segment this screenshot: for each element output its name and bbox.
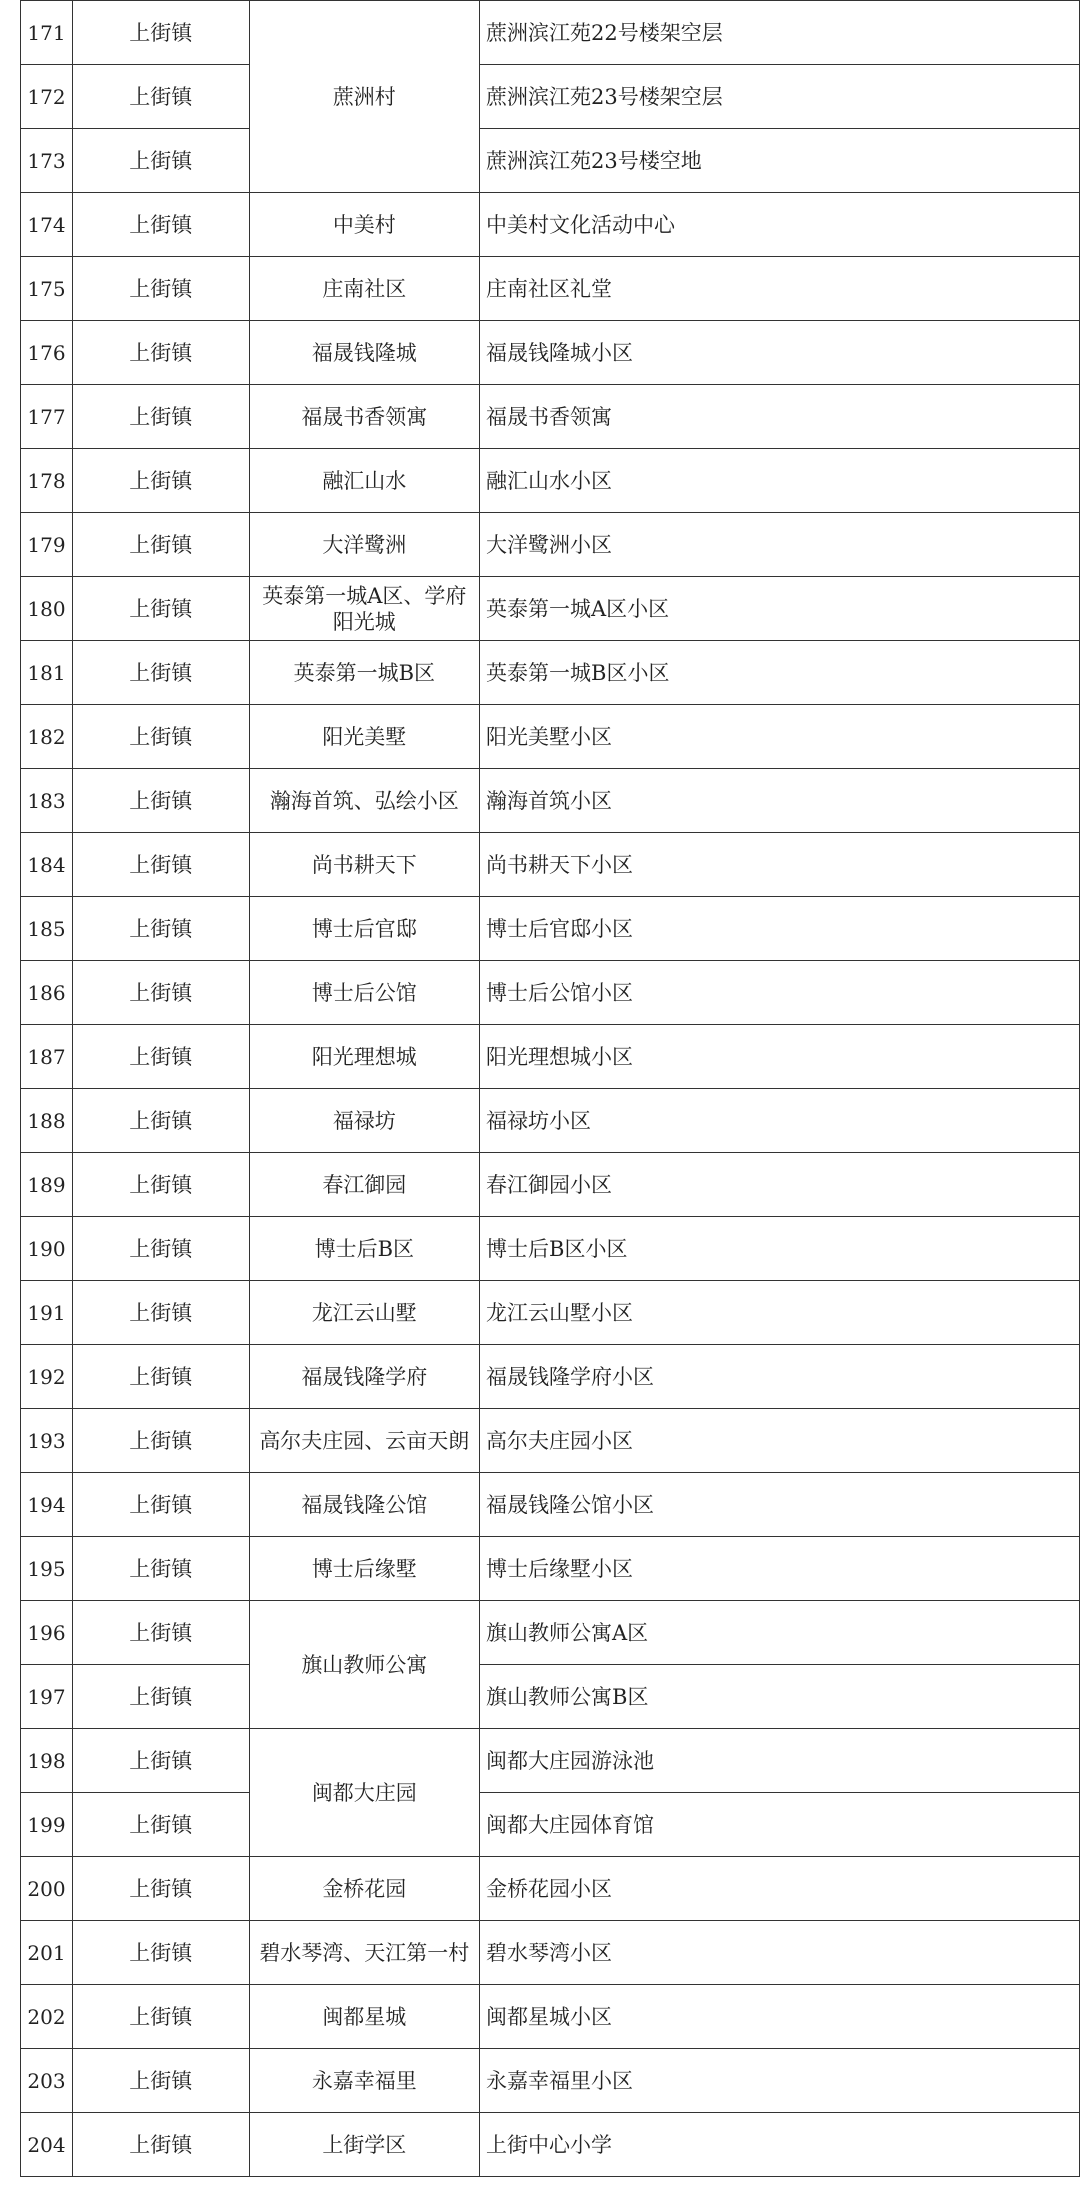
community-cell: 中美村 [249, 193, 479, 257]
table-row [21, 1409, 1080, 1473]
row-number-cell: 201 [21, 1921, 73, 1985]
table-row [21, 1281, 1080, 1345]
row-number-cell: 196 [21, 1601, 73, 1665]
table-row [21, 1537, 1080, 1601]
town-cell: 上街镇 [72, 1537, 249, 1601]
site-cell: 春江御园小区 [480, 1153, 1080, 1217]
community-cell: 融汇山水 [249, 449, 479, 513]
table-row [21, 1089, 1080, 1153]
site-cell: 旗山教师公寓B区 [480, 1665, 1080, 1729]
town-cell: 上街镇 [72, 1729, 249, 1793]
town-cell: 上街镇 [72, 65, 249, 129]
community-cell: 蔗洲村 [249, 1, 479, 193]
table-row [21, 577, 1080, 641]
row-number-cell: 184 [21, 833, 73, 897]
town-cell: 上街镇 [72, 321, 249, 385]
table-row [21, 193, 1080, 257]
table-row [21, 2113, 1080, 2177]
site-cell: 蔗洲滨江苑23号楼空地 [480, 129, 1080, 193]
table-row [21, 1, 1080, 65]
table-row [21, 1921, 1080, 1985]
town-cell: 上街镇 [72, 1857, 249, 1921]
town-cell: 上街镇 [72, 961, 249, 1025]
row-number-cell: 195 [21, 1537, 73, 1601]
community-cell: 阳光理想城 [249, 1025, 479, 1089]
community-cell: 英泰第一城B区 [249, 641, 479, 705]
table-row [21, 1473, 1080, 1537]
site-cell: 闽都大庄园体育馆 [480, 1793, 1080, 1857]
town-cell: 上街镇 [72, 385, 249, 449]
town-cell: 上街镇 [72, 1089, 249, 1153]
community-cell: 上街学区 [249, 2113, 479, 2177]
table-row [21, 1153, 1080, 1217]
row-number-cell: 185 [21, 897, 73, 961]
row-number-cell: 181 [21, 641, 73, 705]
site-cell: 福禄坊小区 [480, 1089, 1080, 1153]
site-cell: 上街中心小学 [480, 2113, 1080, 2177]
table-row [21, 769, 1080, 833]
row-number-cell: 203 [21, 2049, 73, 2113]
town-cell: 上街镇 [72, 1601, 249, 1665]
row-number-cell: 175 [21, 257, 73, 321]
site-cell: 福晟钱隆公馆小区 [480, 1473, 1080, 1537]
row-number-cell: 176 [21, 321, 73, 385]
row-number-cell: 199 [21, 1793, 73, 1857]
site-cell: 高尔夫庄园小区 [480, 1409, 1080, 1473]
site-cell: 大洋鹭洲小区 [480, 513, 1080, 577]
site-cell: 中美村文化活动中心 [480, 193, 1080, 257]
table-row [21, 1601, 1080, 1665]
table-row [21, 1985, 1080, 2049]
community-cell: 福晟钱隆学府 [249, 1345, 479, 1409]
row-number-cell: 200 [21, 1857, 73, 1921]
row-number-cell: 172 [21, 65, 73, 129]
site-cell: 旗山教师公寓A区 [480, 1601, 1080, 1665]
table-row [21, 1345, 1080, 1409]
community-cell: 博士后公馆 [249, 961, 479, 1025]
row-number-cell: 171 [21, 1, 73, 65]
community-cell: 博士后官邸 [249, 897, 479, 961]
community-cell: 闽都大庄园 [249, 1729, 479, 1857]
town-cell: 上街镇 [72, 641, 249, 705]
row-number-cell: 197 [21, 1665, 73, 1729]
town-cell: 上街镇 [72, 2113, 249, 2177]
community-cell: 庄南社区 [249, 257, 479, 321]
table-row [21, 833, 1080, 897]
site-cell: 博士后缘墅小区 [480, 1537, 1080, 1601]
town-cell: 上街镇 [72, 449, 249, 513]
site-cell: 蔗洲滨江苑22号楼架空层 [480, 1, 1080, 65]
community-cell: 旗山教师公寓 [249, 1601, 479, 1729]
town-cell: 上街镇 [72, 1921, 249, 1985]
site-cell: 永嘉幸福里小区 [480, 2049, 1080, 2113]
town-cell: 上街镇 [72, 1281, 249, 1345]
row-number-cell: 173 [21, 129, 73, 193]
town-cell: 上街镇 [72, 1793, 249, 1857]
community-cell: 阳光美墅 [249, 705, 479, 769]
site-cell: 英泰第一城B区小区 [480, 641, 1080, 705]
community-cell: 英泰第一城A区、学府阳光城 [249, 577, 479, 641]
table-row [21, 449, 1080, 513]
row-number-cell: 202 [21, 1985, 73, 2049]
community-cell: 碧水琴湾、天江第一村 [249, 1921, 479, 1985]
community-cell: 福禄坊 [249, 1089, 479, 1153]
town-cell: 上街镇 [72, 1409, 249, 1473]
site-cell: 融汇山水小区 [480, 449, 1080, 513]
site-cell: 瀚海首筑小区 [480, 769, 1080, 833]
site-cell: 金桥花园小区 [480, 1857, 1080, 1921]
site-cell: 庄南社区礼堂 [480, 257, 1080, 321]
community-cell: 博士后B区 [249, 1217, 479, 1281]
table-row [21, 1857, 1080, 1921]
table-row [21, 1217, 1080, 1281]
site-cell: 闽都大庄园游泳池 [480, 1729, 1080, 1793]
row-number-cell: 193 [21, 1409, 73, 1473]
table-body [21, 1, 1080, 2177]
community-cell: 瀚海首筑、弘绘小区 [249, 769, 479, 833]
table-row [21, 897, 1080, 961]
table-row [21, 1793, 1080, 1857]
town-cell: 上街镇 [72, 1985, 249, 2049]
town-cell: 上街镇 [72, 1473, 249, 1537]
table-row [21, 1025, 1080, 1089]
site-cell: 龙江云山墅小区 [480, 1281, 1080, 1345]
table-row [21, 65, 1080, 129]
site-cell: 博士后公馆小区 [480, 961, 1080, 1025]
town-cell: 上街镇 [72, 257, 249, 321]
town-cell: 上街镇 [72, 2049, 249, 2113]
site-cell: 福晟钱隆学府小区 [480, 1345, 1080, 1409]
community-cell: 金桥花园 [249, 1857, 479, 1921]
table-row [21, 513, 1080, 577]
town-cell: 上街镇 [72, 577, 249, 641]
row-number-cell: 194 [21, 1473, 73, 1537]
row-number-cell: 179 [21, 513, 73, 577]
town-cell: 上街镇 [72, 1345, 249, 1409]
row-number-cell: 189 [21, 1153, 73, 1217]
row-number-cell: 187 [21, 1025, 73, 1089]
table-row [21, 961, 1080, 1025]
community-cell: 大洋鹭洲 [249, 513, 479, 577]
community-cell: 福晟书香领寓 [249, 385, 479, 449]
row-number-cell: 183 [21, 769, 73, 833]
town-cell: 上街镇 [72, 1, 249, 65]
town-cell: 上街镇 [72, 513, 249, 577]
site-cell: 博士后B区小区 [480, 1217, 1080, 1281]
site-cell: 尚书耕天下小区 [480, 833, 1080, 897]
site-cell: 阳光理想城小区 [480, 1025, 1080, 1089]
town-cell: 上街镇 [72, 1665, 249, 1729]
table-row [21, 385, 1080, 449]
row-number-cell: 188 [21, 1089, 73, 1153]
site-cell: 福晟书香领寓 [480, 385, 1080, 449]
table-row [21, 1665, 1080, 1729]
site-cell: 蔗洲滨江苑23号楼架空层 [480, 65, 1080, 129]
community-cell: 春江御园 [249, 1153, 479, 1217]
community-cell: 尚书耕天下 [249, 833, 479, 897]
town-cell: 上街镇 [72, 1025, 249, 1089]
site-cell: 阳光美墅小区 [480, 705, 1080, 769]
town-cell: 上街镇 [72, 897, 249, 961]
row-number-cell: 177 [21, 385, 73, 449]
row-number-cell: 182 [21, 705, 73, 769]
community-cell: 龙江云山墅 [249, 1281, 479, 1345]
row-number-cell: 190 [21, 1217, 73, 1281]
site-cell: 英泰第一城A区小区 [480, 577, 1080, 641]
row-number-cell: 186 [21, 961, 73, 1025]
town-cell: 上街镇 [72, 833, 249, 897]
table-row [21, 257, 1080, 321]
town-cell: 上街镇 [72, 129, 249, 193]
sampling-site-table [20, 0, 1080, 2177]
community-cell: 博士后缘墅 [249, 1537, 479, 1601]
community-cell: 永嘉幸福里 [249, 2049, 479, 2113]
row-number-cell: 191 [21, 1281, 73, 1345]
community-cell: 福晟钱隆公馆 [249, 1473, 479, 1537]
site-cell: 碧水琴湾小区 [480, 1921, 1080, 1985]
table-row [21, 129, 1080, 193]
site-cell: 福晟钱隆城小区 [480, 321, 1080, 385]
table-row [21, 1729, 1080, 1793]
site-cell: 博士后官邸小区 [480, 897, 1080, 961]
community-cell: 高尔夫庄园、云亩天朗 [249, 1409, 479, 1473]
town-cell: 上街镇 [72, 769, 249, 833]
town-cell: 上街镇 [72, 1153, 249, 1217]
table-row [21, 2049, 1080, 2113]
row-number-cell: 178 [21, 449, 73, 513]
town-cell: 上街镇 [72, 705, 249, 769]
town-cell: 上街镇 [72, 1217, 249, 1281]
table-row [21, 705, 1080, 769]
row-number-cell: 198 [21, 1729, 73, 1793]
table-row [21, 321, 1080, 385]
site-cell: 闽都星城小区 [480, 1985, 1080, 2049]
community-cell: 福晟钱隆城 [249, 321, 479, 385]
row-number-cell: 174 [21, 193, 73, 257]
table-row [21, 641, 1080, 705]
town-cell: 上街镇 [72, 193, 249, 257]
row-number-cell: 192 [21, 1345, 73, 1409]
community-cell: 闽都星城 [249, 1985, 479, 2049]
row-number-cell: 204 [21, 2113, 73, 2177]
row-number-cell: 180 [21, 577, 73, 641]
